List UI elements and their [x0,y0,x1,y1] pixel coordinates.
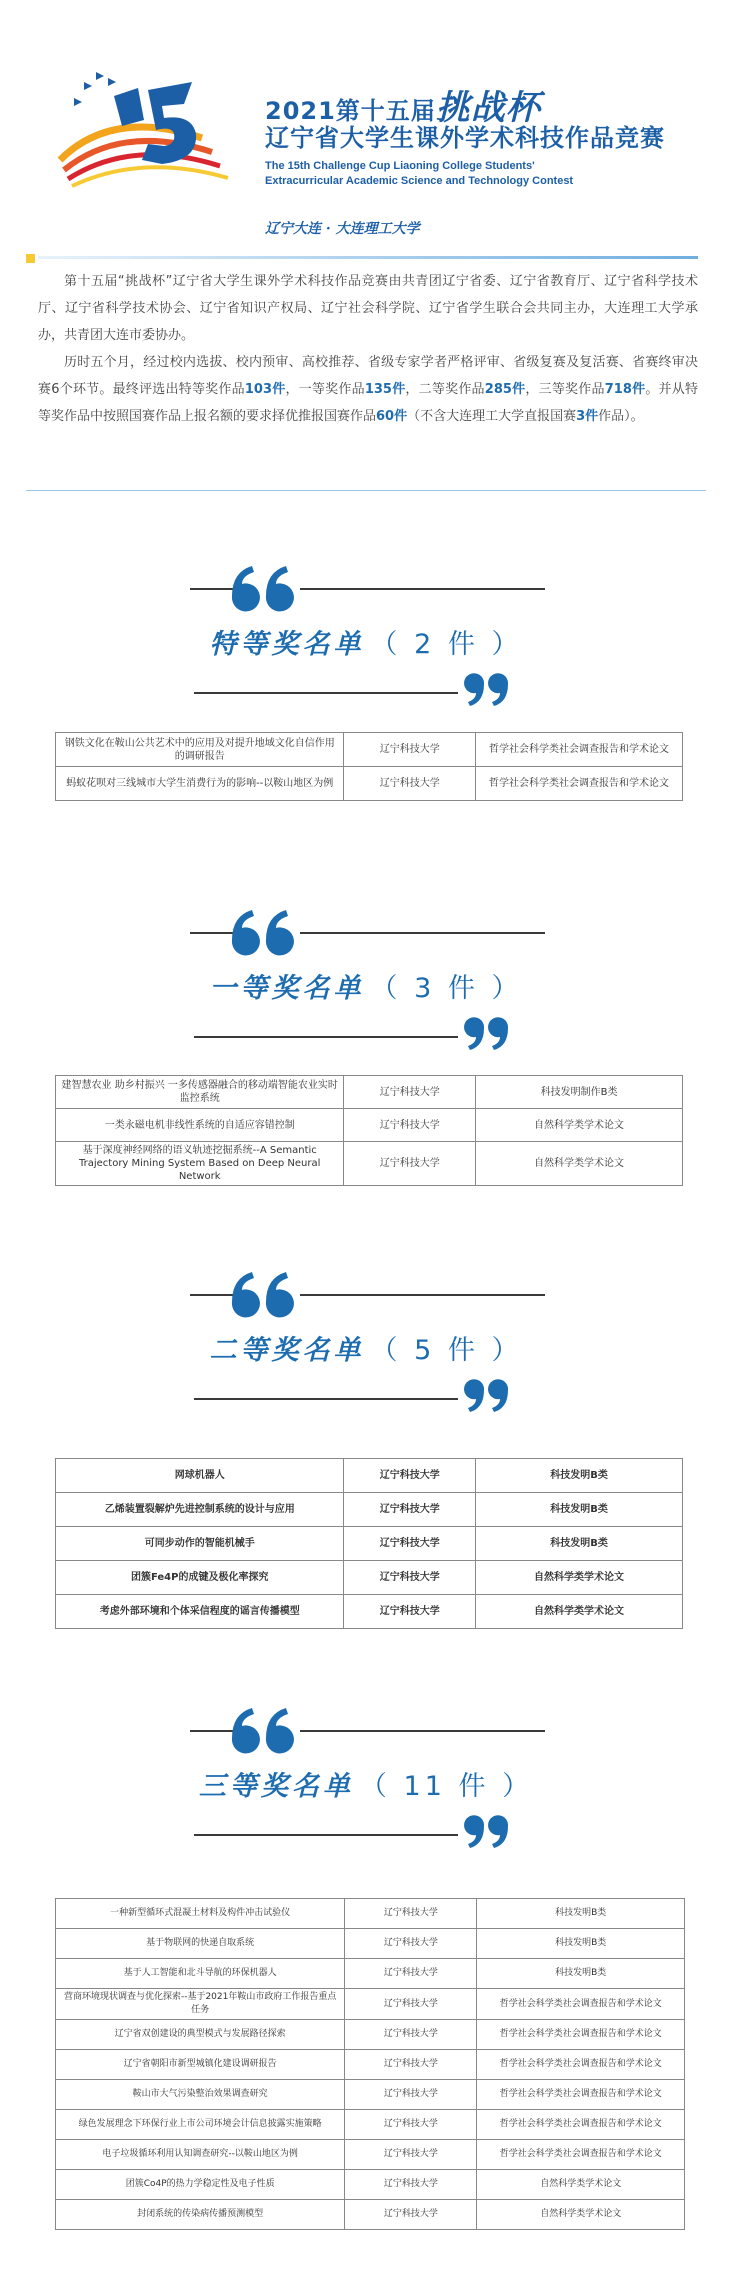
category-cell: 科技发明B类 [477,1959,685,1989]
count-unit: 件 [458,1771,490,1802]
work-title-cell: 一类永磁电机非线性系统的自适应容错控制 [56,1109,344,1142]
school-cell: 辽宁科技大学 [345,1899,477,1929]
category-cell: 哲学社会科学类社会调查报告和学术论文 [477,1989,685,2020]
work-title-cell: 辽宁省双创建设的典型模式与发展路径探索 [56,2020,345,2050]
intro-paragraph-2 [38,349,698,430]
school-cell: 辽宁科技大学 [344,1493,476,1527]
intro-text-seg: 作品）。 [598,409,644,424]
intro-text-seg: （不含大连理工大学直报国赛 [407,409,577,424]
category-cell: 哲学社会科学类社会调查报告和学术论文 [476,733,683,767]
school-cell: 辽宁科技大学 [344,1595,476,1629]
category-cell: 哲学社会科学类社会调查报告和学术论文 [477,2080,685,2110]
table-row [56,1929,685,1959]
table-row [56,1959,685,1989]
category-cell: 科技发明B类 [477,1929,685,1959]
work-title-cell: 鞍山市大气污染整治效果调查研究 [56,2080,345,2110]
category-cell: 科技发明B类 [477,1899,685,1929]
work-title-cell: 钢铁文化在鞍山公共艺术中的应用及对提升地域文化自信作用的调研报告 [56,733,344,767]
school-cell: 辽宁科技大学 [344,1561,476,1595]
work-title-cell: 考虑外部环境和个体采信程度的谣言传播模型 [56,1595,344,1629]
work-title-cell: 建智慧农业 助乡村振兴 一多传感器融合的移动端智能农业实时监控系统 [56,1076,344,1109]
title-year: 2021第十五届 [265,97,436,125]
title-english-line-1: The 15th Challenge Cup Liaoning College Students' [265,160,535,172]
quote-open-icon [228,1704,300,1756]
table-row [56,2170,685,2200]
heading-line [300,932,545,934]
special-award-table [55,732,683,801]
work-title-cell: 一种新型循环式混凝土材料及构件冲击试验仪 [56,1899,345,1929]
category-cell: 自然科学类学术论文 [476,1109,683,1142]
work-title-cell: 基于物联网的快递自取系统 [56,1929,345,1959]
heading-line [194,1036,458,1038]
school-cell: 辽宁科技大学 [345,2050,477,2080]
heading-line [300,1294,545,1296]
count-value: 2 [414,629,436,660]
national-count: 60件 [376,409,408,424]
paren-close: ） [502,1771,534,1802]
table-row [56,1459,683,1493]
host-line: 辽宁大连 · 大连理工大学 [265,221,420,237]
section-special-heading [0,548,738,718]
table-row [56,733,683,767]
quote-close-icon [460,1376,512,1414]
category-cell: 科技发明制作B类 [476,1076,683,1109]
special-count: 103件 [244,382,286,397]
paren-close: ） [491,629,523,660]
section-title-text: 三等奖名单 [198,1771,354,1802]
section-title-text: 特等奖名单 [209,629,365,660]
table-row [56,2050,685,2080]
table-row [56,1142,683,1186]
first-award-table [55,1075,683,1186]
category-cell: 哲学社会科学类社会调查报告和学术论文 [477,2110,685,2140]
category-cell: 科技发明B类 [476,1493,683,1527]
section-title-text: 二等奖名单 [209,1335,365,1366]
work-title-cell: 可同步动作的智能机械手 [56,1527,344,1561]
heading-line [194,1398,458,1400]
paren-open: （ [370,1335,402,1366]
quote-open-icon [228,1268,300,1320]
heading-line [194,692,458,694]
third-award-table [55,1898,685,2230]
work-title-cell: 绿色发展理念下环保行业上市公司环境会计信息披露实施策略 [56,2110,345,2140]
table-row [56,1527,683,1561]
school-cell: 辽宁科技大学 [344,1109,476,1142]
table-row [56,1109,683,1142]
category-cell: 哲学社会科学类社会调查报告和学术论文 [477,2020,685,2050]
table-row [56,2140,685,2170]
section-title [0,966,738,1005]
work-title-cell: 团簇Co4P的热力学稳定性及电子性质 [56,2170,345,2200]
category-cell: 科技发明B类 [476,1527,683,1561]
intro-text [38,268,698,430]
intro-divider [26,490,706,491]
work-title-cell: 网球机器人 [56,1459,344,1493]
school-cell: 辽宁科技大学 [345,2200,477,2230]
second-count: 285件 [484,382,526,397]
table-row [56,1989,685,2020]
school-cell: 辽宁科技大学 [344,1459,476,1493]
category-cell: 自然科学类学术论文 [476,1142,683,1186]
third-count: 718件 [604,382,646,397]
section-title [0,1764,738,1803]
title-main: 辽宁省大学生课外学术科技作品竞赛 [265,124,665,152]
challenge-cup-logo-icon [52,68,247,188]
work-title-cell: 乙烯装置裂解炉先进控制系统的设计与应用 [56,1493,344,1527]
intro-paragraph-1: 第十五届“挑战杯”辽宁省大学生课外学术科技作品竞赛由共青团辽宁省委、辽宁省教育厅、辽宁省科学技术厅、辽宁省科学技术协会、辽宁省知识产权局、辽宁社会科学院、辽宁省学生联合会共同主办，大连理工大学承办，共青团大连市委协办。 [38,274,698,343]
header-divider [38,256,698,259]
table-row [56,1076,683,1109]
school-cell: 辽宁科技大学 [345,1959,477,1989]
table-row [56,767,683,801]
count-unit: 件 [447,1335,479,1366]
school-cell: 辽宁科技大学 [345,1929,477,1959]
intro-text-seg: ，三等奖作品 [525,382,605,397]
table-row [56,1899,685,1929]
heading-line [300,588,545,590]
table-row [56,2200,685,2230]
count-value: 11 [403,1771,446,1802]
category-cell: 哲学社会科学类社会调查报告和学术论文 [476,767,683,801]
category-cell: 哲学社会科学类社会调查报告和学术论文 [477,2140,685,2170]
second-award-table [55,1458,683,1629]
quote-open-icon [228,906,300,958]
section-title [0,1328,738,1367]
section-first-heading [0,892,738,1062]
work-title-cell: 辽宁省朝阳市新型城镇化建设调研报告 [56,2050,345,2080]
paren-open: （ [359,1771,391,1802]
table-row [56,1561,683,1595]
work-title-cell: 基于深度神经网络的语义轨迹挖掘系统--A Semantic Trajectory Mining System Based on Deep Neural Network [56,1142,344,1186]
first-count: 135件 [364,382,406,397]
category-cell: 科技发明B类 [476,1459,683,1493]
school-cell: 辽宁科技大学 [344,1142,476,1186]
quote-close-icon [460,670,512,708]
intro-text-seg: 历时五个月，经过校内选拔、校内预审、高校推荐、省级专家学者严格评审、省级复赛及复活赛、省赛终审决赛6个环节。最终评选出特等奖作品 [38,355,698,397]
work-title-cell: 蚂蚁花呗对三线城市大学生消费行为的影响--以鞍山地区为例 [56,767,344,801]
count-unit: 件 [447,973,479,1004]
paren-close: ） [491,1335,523,1366]
work-title-cell: 电子垃圾循环利用认知调查研究--以鞍山地区为例 [56,2140,345,2170]
table-row [56,2020,685,2050]
school-cell: 辽宁科技大学 [344,1076,476,1109]
school-cell: 辽宁科技大学 [345,2080,477,2110]
category-cell: 自然科学类学术论文 [476,1561,683,1595]
section-count [365,1335,529,1366]
quote-close-icon [460,1812,512,1850]
section-count [354,1771,539,1802]
section-title [0,622,738,661]
category-cell: 自然科学类学术论文 [477,2170,685,2200]
category-cell: 自然科学类学术论文 [476,1595,683,1629]
table-row [56,1493,683,1527]
heading-line [300,1730,545,1732]
section-title-text: 一等奖名单 [209,973,365,1004]
section-second-heading [0,1254,738,1424]
school-cell: 辽宁科技大学 [344,767,476,801]
quote-close-icon [460,1014,512,1052]
paren-close: ） [491,973,523,1004]
section-count [365,973,529,1004]
intro-text-seg: ，二等奖作品 [405,382,485,397]
count-value: 3 [414,973,436,1004]
table-row [56,2080,685,2110]
title-brand: 挑战杯 [435,88,541,128]
school-cell: 辽宁科技大学 [344,1527,476,1561]
yellow-square-decoration [26,254,35,263]
work-title-cell: 团簇Fe4P的成键及极化率探究 [56,1561,344,1595]
count-unit: 件 [447,629,479,660]
intro-text-seg: 。并从特等奖作品中按照国赛作品上报名额的要求择优推报国赛作品 [38,382,699,424]
school-cell: 辽宁科技大学 [345,2020,477,2050]
work-title-cell: 基于人工智能和北斗导航的环保机器人 [56,1959,345,1989]
quote-open-icon [228,562,300,614]
work-title-cell: 封闭系统的传染病传播预测模型 [56,2200,345,2230]
section-third-heading [0,1690,738,1860]
school-cell: 辽宁科技大学 [345,2170,477,2200]
category-cell: 自然科学类学术论文 [477,2200,685,2230]
school-cell: 辽宁科技大学 [345,1989,477,2020]
count-value: 5 [414,1335,436,1366]
intro-text-seg: ，一等奖作品 [285,382,365,397]
page-header [0,0,738,260]
table-row [56,1595,683,1629]
school-cell: 辽宁科技大学 [344,733,476,767]
paren-open: （ [370,973,402,1004]
school-cell: 辽宁科技大学 [345,2110,477,2140]
school-cell: 辽宁科技大学 [345,2140,477,2170]
title-english-line-2: Extracurricular Academic Science and Technology Contest [265,175,574,187]
section-count [365,629,529,660]
work-title-cell: 营商环境现状调查与优化探索--基于2021年鞍山市政府工作报告重点任务 [56,1989,345,2020]
category-cell: 哲学社会科学类社会调查报告和学术论文 [477,2050,685,2080]
heading-line [194,1834,458,1836]
paren-open: （ [370,629,402,660]
table-row [56,2110,685,2140]
direct-count: 3件 [576,409,599,424]
